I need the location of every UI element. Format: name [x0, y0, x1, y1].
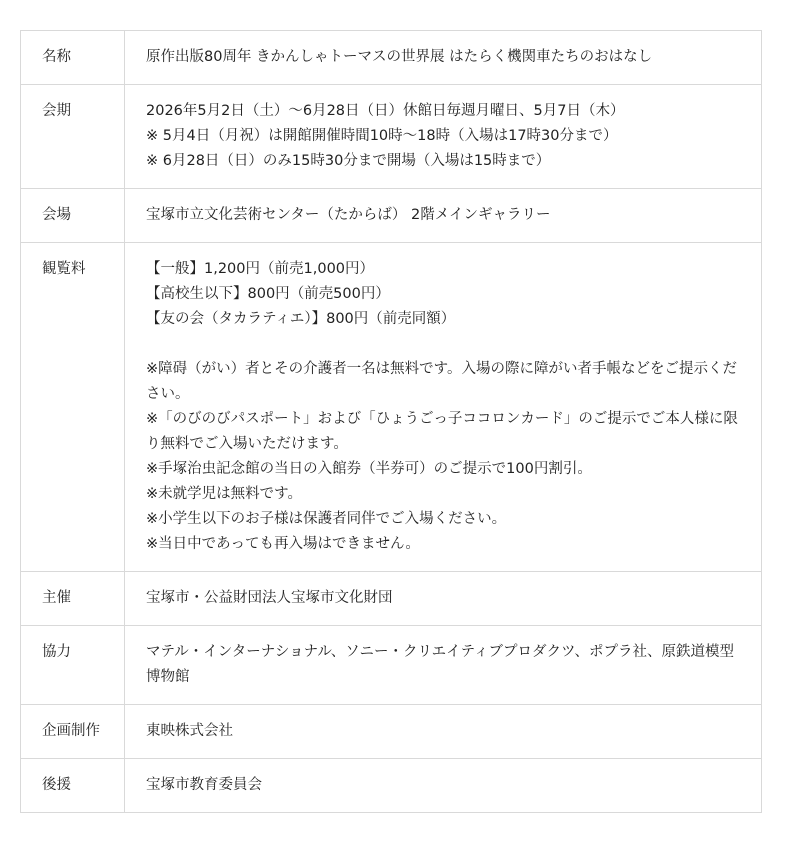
- event-cooperation: マテル・インターナショナル、ソニー・クリエイティブプロダクツ、ポプラ社、原鉄道模型博物館: [125, 626, 762, 705]
- fee-price: 800円: [247, 286, 290, 302]
- row-label: 名称: [21, 31, 125, 85]
- row-admission: [21, 243, 762, 572]
- row-label: 企画制作: [21, 705, 125, 759]
- fee-row: [146, 282, 741, 307]
- row-label: 後援: [21, 759, 125, 813]
- row-venue: [21, 189, 762, 243]
- period-line: ※ 5月4日（月祝）は開館開催時間10時～18時（入場は17時30分まで）: [146, 128, 618, 144]
- admission-note: ※「のびのびパスポート」および「ひょうごっ子ココロンカード」のご提示でご本人様に限り無料でご入場いただけます。: [146, 411, 738, 452]
- admission-note: ※当日中であっても再入場はできません。: [146, 536, 420, 552]
- fee-category: 【一般】: [146, 261, 204, 277]
- event-organizer: 宝塚市・公益財団法人宝塚市文化財団: [125, 572, 762, 626]
- event-period: [125, 85, 762, 189]
- row-production: [21, 705, 762, 759]
- admission-note: ※手塚治虫記念館の当日の入館券（半券可）のご提示で100円割引。: [146, 461, 592, 477]
- admission-note: ※未就学児は無料です。: [146, 486, 302, 502]
- fee-advance: （前売500円）: [289, 286, 390, 302]
- event-production: 東映株式会社: [125, 705, 762, 759]
- row-organizer: [21, 572, 762, 626]
- event-info-table: [20, 30, 762, 813]
- fee-price: 800円: [326, 311, 369, 327]
- row-label: 会期: [21, 85, 125, 189]
- fee-advance: （前売1,000円）: [260, 261, 375, 277]
- fee-row: [146, 307, 741, 332]
- fee-advance: （前売同額）: [368, 311, 456, 327]
- fee-price: 1,200円: [204, 261, 261, 277]
- admission-note: ※小学生以下のお子様は保護者同伴でご入場ください。: [146, 511, 507, 527]
- row-cooperation: [21, 626, 762, 705]
- row-label: 協力: [21, 626, 125, 705]
- admission-note: ※障碍（がい）者とその介護者一名は無料です。入場の際に障がい者手帳などをご提示ください。: [146, 361, 737, 402]
- row-support: [21, 759, 762, 813]
- admission-fees: [125, 243, 762, 572]
- period-line: ※ 6月28日（日）のみ15時30分まで開場（入場は15時まで）: [146, 153, 551, 169]
- fee-category: 【高校生以下】: [146, 286, 248, 302]
- fee-category: 【友の会（タカラティエ）】: [146, 311, 327, 327]
- period-line: 2026年5月2日（土）～6月28日（日）休館日毎週月曜日、5月7日（木）: [146, 103, 625, 119]
- row-label: 主催: [21, 572, 125, 626]
- event-support: 宝塚市教育委員会: [125, 759, 762, 813]
- event-venue: 宝塚市立文化芸術センター（たからば） 2階メインギャラリー: [125, 189, 762, 243]
- row-label: 観覧料: [21, 243, 125, 572]
- row-label: 会場: [21, 189, 125, 243]
- event-name: 原作出版80周年 きかんしゃトーマスの世界展 はたらく機関車たちのおはなし: [125, 31, 762, 85]
- fee-row: [146, 257, 741, 282]
- row-name: [21, 31, 762, 85]
- row-period: [21, 85, 762, 189]
